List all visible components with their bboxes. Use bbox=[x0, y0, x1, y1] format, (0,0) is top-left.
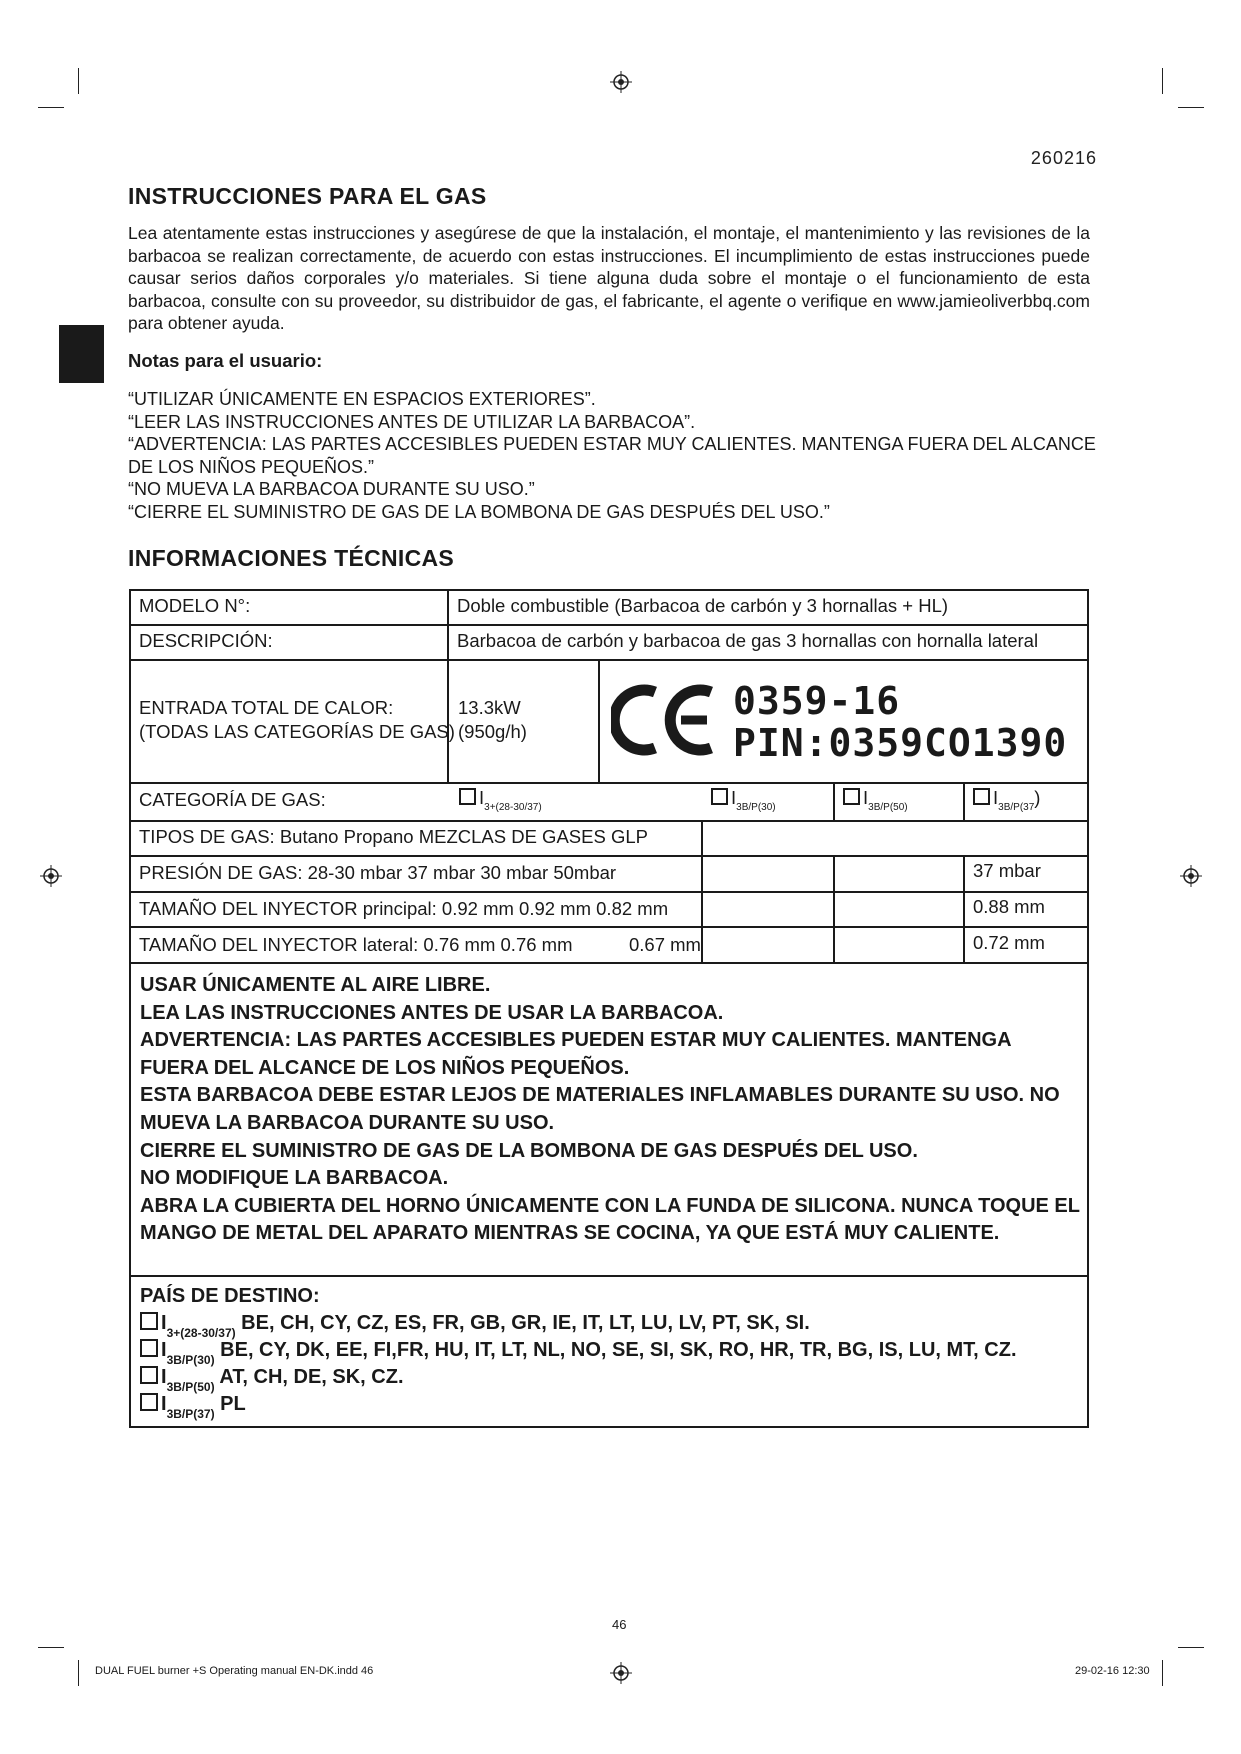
checkbox bbox=[140, 1366, 158, 1384]
heat-input-label: (TODAS LAS CATEGORÍAS DE GAS) bbox=[139, 721, 455, 742]
table-rule bbox=[833, 855, 835, 962]
checkbox bbox=[459, 788, 476, 805]
note-item: “ADVERTENCIA: LAS PARTES ACCESIBLES PUEDEN ESTAR MUY CALIENTES. MANTENGA FUERA DEL ALCANCE DE LOS NIÑOS PEQUEÑOS.” bbox=[128, 434, 1096, 477]
intro-paragraph: Lea atentamente estas instrucciones y asegúrese de que la instalación, el montaje, el mantenimiento y las revisiones de la barbacoa se realizan correctamente, de acuerdo con estas instrucciones. El incumplimiento de estas instrucciones puede causar serios daños corporales y/o materiales. Si tiene alguna duda sobre el montaje o el funcionamiento de esta barbacoa, consulte con su proveedor, su distribuidor de gas, el fabricante, el agente o verifique en www.jamieoliverbbq.com para obtener ayuda. bbox=[128, 223, 1090, 333]
injector-side-pl: 0.72 mm bbox=[973, 932, 1045, 953]
description-label: DESCRIPCIÓN: bbox=[139, 630, 273, 651]
crop-mark bbox=[38, 1647, 64, 1648]
crop-mark bbox=[1162, 1660, 1163, 1686]
warnings-list bbox=[140, 972, 1080, 1248]
crop-mark bbox=[1178, 107, 1204, 108]
table-rule bbox=[963, 782, 965, 820]
note-item: “CIERRE EL SUMINISTRO DE GAS DE LA BOMBONA DE GAS DESPUÉS DEL USO.” bbox=[128, 501, 830, 522]
gas-category-label: CATEGORÍA DE GAS: bbox=[139, 789, 326, 810]
registration-mark-icon bbox=[610, 1662, 632, 1684]
checkbox bbox=[973, 788, 990, 805]
warning-item: ESTA BARBACOA DEBE ESTAR LEJOS DE MATERIALES INFLAMABLES DURANTE SU USO. NO MUEVA LA BARBACOA DURANTE SU USO. bbox=[140, 1084, 1060, 1134]
ce-number: 0359-16 bbox=[733, 679, 901, 723]
warning-item: ABRA LA CUBIERTA DEL HORNO ÚNICAMENTE CON LA FUNDA DE SILICONA. NUNCA TOQUE EL MANGO DE METAL DEL APARATO MIENTRAS SE COCINA, YA QUE ESTÁ MUY CALIENTE. bbox=[140, 1194, 1080, 1245]
crop-mark bbox=[78, 1660, 79, 1686]
warning-item: ADVERTENCIA: LAS PARTES ACCESIBLES PUEDEN ESTAR MUY CALIENTES. MANTENGA FUERA DEL ALCANCE DE LOS NIÑOS PEQUEÑOS. bbox=[140, 1029, 1011, 1079]
destination-title: PAÍS DE DESTINO: bbox=[140, 1285, 320, 1307]
table-rule bbox=[129, 1275, 1089, 1277]
table-rule bbox=[963, 855, 965, 962]
registration-mark-icon bbox=[40, 865, 62, 887]
checkbox bbox=[711, 788, 728, 805]
page-number: 46 bbox=[612, 1617, 627, 1632]
heat-input-gh: (950g/h) bbox=[458, 721, 527, 742]
injector-main: TAMAÑO DEL INYECTOR principal: 0.92 mm 0.92 mm 0.82 mm bbox=[139, 898, 669, 919]
checkbox bbox=[140, 1393, 158, 1411]
document-code: 260216 bbox=[1030, 148, 1097, 168]
injector-side: TAMAÑO DEL INYECTOR lateral: 0.76 mm 0.76 mm bbox=[139, 934, 573, 955]
table-rule bbox=[129, 926, 1089, 928]
checkbox bbox=[843, 788, 860, 805]
destination-countries: AT, CH, DE, SK, CZ. bbox=[219, 1366, 404, 1388]
warning-item: LEA LAS INSTRUCCIONES ANTES DE USAR LA BARBACOA. bbox=[140, 1001, 724, 1024]
destination-row: $I_{3B/P(50)}$ AT, CH, DE, SK, CZ. bbox=[140, 1366, 1080, 1394]
destination-countries: BE, CY, DK, EE, FI,FR, HU, IT, LT, NL, NO, SE, SI, SK, RO, HR, TR, BG, IS, LU, MT, CZ. bbox=[220, 1339, 1017, 1361]
table-rule bbox=[447, 589, 449, 782]
table-rule bbox=[129, 624, 1089, 626]
footer-file-info: DUAL FUEL burner +S Operating manual EN-DK.indd 46 bbox=[95, 1665, 374, 1677]
gas-types: TIPOS DE GAS: Butano Propano MEZCLAS DE GASES GLP bbox=[139, 826, 648, 847]
ce-pin: PIN:0359CO1390 bbox=[733, 721, 1068, 765]
warning-item: NO MODIFIQUE LA BARBACOA. bbox=[140, 1167, 449, 1190]
warning-item: CIERRE EL SUMINISTRO DE GAS DE LA BOMBONA DE GAS DESPUÉS DEL USO. bbox=[140, 1139, 918, 1162]
ce-certification-code bbox=[733, 680, 1067, 764]
note-item: “NO MUEVA LA BARBACOA DURANTE SU USO.” bbox=[128, 479, 535, 499]
table-rule bbox=[129, 782, 1089, 784]
description-value: Barbacoa de carbón y barbacoa de gas 3 hornallas con hornalla lateral bbox=[457, 630, 1039, 651]
registration-mark-icon bbox=[1180, 865, 1202, 887]
checkbox bbox=[140, 1339, 158, 1357]
destination-countries: BE, CH, CY, CZ, ES, FR, GB, GR, IE, IT, LT, LU, LV, PT, SK, SI. bbox=[241, 1312, 810, 1334]
user-notes-list bbox=[128, 388, 1108, 523]
gas-pressure: PRESIÓN DE GAS: 28-30 mbar 37 mbar 30 mbar 50mbar bbox=[139, 862, 617, 883]
language-tab bbox=[59, 325, 104, 383]
table-rule bbox=[129, 820, 1089, 822]
model-label: MODELO N°: bbox=[139, 595, 251, 616]
destination-row: $I_{3B/P(30)}$ BE, CY, DK, EE, FI,FR, HU, IT, LT, NL, NO, SE, SI, SK, RO, HR, TR, BG, IS, LU, MT, CZ. bbox=[140, 1339, 1080, 1367]
table-rule bbox=[129, 891, 1089, 893]
gas-category-option: $I_{3B/P(37}$) bbox=[973, 787, 1040, 813]
notes-title: Notas para el usuario: bbox=[128, 350, 323, 371]
ce-mark-icon bbox=[611, 680, 719, 760]
destination-countries: PL bbox=[220, 1393, 246, 1415]
table-rule bbox=[701, 820, 703, 962]
heat-input-kw: 13.3kW bbox=[458, 697, 521, 718]
table-rule bbox=[129, 659, 1089, 661]
crop-mark bbox=[1178, 1647, 1204, 1648]
gas-category-option: $I_{3B/P(30)}$ bbox=[711, 787, 776, 813]
registration-mark-icon bbox=[610, 71, 632, 93]
model-value: Doble combustible (Barbacoa de carbón y 3 hornallas + HL) bbox=[457, 595, 949, 616]
note-item: “UTILIZAR ÚNICAMENTE EN ESPACIOS EXTERIORES”. bbox=[128, 389, 596, 409]
table-rule bbox=[129, 855, 1089, 857]
gas-category-option: $I_{3B/P(50)}$ bbox=[843, 787, 908, 813]
gas-pressure-pl: 37 mbar bbox=[973, 860, 1041, 881]
crop-mark bbox=[78, 68, 79, 94]
note-item: “LEER LAS INSTRUCCIONES ANTES DE UTILIZAR LA BARBACOA”. bbox=[128, 411, 696, 432]
table-rule bbox=[833, 782, 835, 820]
section-title: INSTRUCCIONES PARA EL GAS bbox=[128, 183, 487, 209]
section-title: INFORMACIONES TÉCNICAS bbox=[128, 545, 455, 571]
table-rule bbox=[129, 962, 1089, 964]
heat-input-label: ENTRADA TOTAL DE CALOR: bbox=[139, 697, 394, 718]
checkbox bbox=[140, 1312, 158, 1330]
crop-mark bbox=[38, 107, 64, 108]
footer-timestamp: 29-02-16 12:30 bbox=[1075, 1665, 1150, 1677]
crop-mark bbox=[1162, 68, 1163, 94]
destination-row: $I_{3+(28-30/37)}$ BE, CH, CY, CZ, ES, FR, GB, GR, IE, IT, LT, LU, LV, PT, SK, SI. bbox=[140, 1312, 1080, 1340]
warning-item: USAR ÚNICAMENTE AL AIRE LIBRE. bbox=[140, 974, 491, 996]
table-rule bbox=[598, 659, 600, 782]
gas-category-option: $I_{3+(28-30/37)}$ bbox=[459, 787, 542, 813]
injector-main-pl: 0.88 mm bbox=[973, 896, 1045, 917]
destination-row: $I_{3B/P(37)}$ PL bbox=[140, 1393, 1080, 1421]
injector-side-50: 0.67 mm bbox=[629, 934, 701, 955]
